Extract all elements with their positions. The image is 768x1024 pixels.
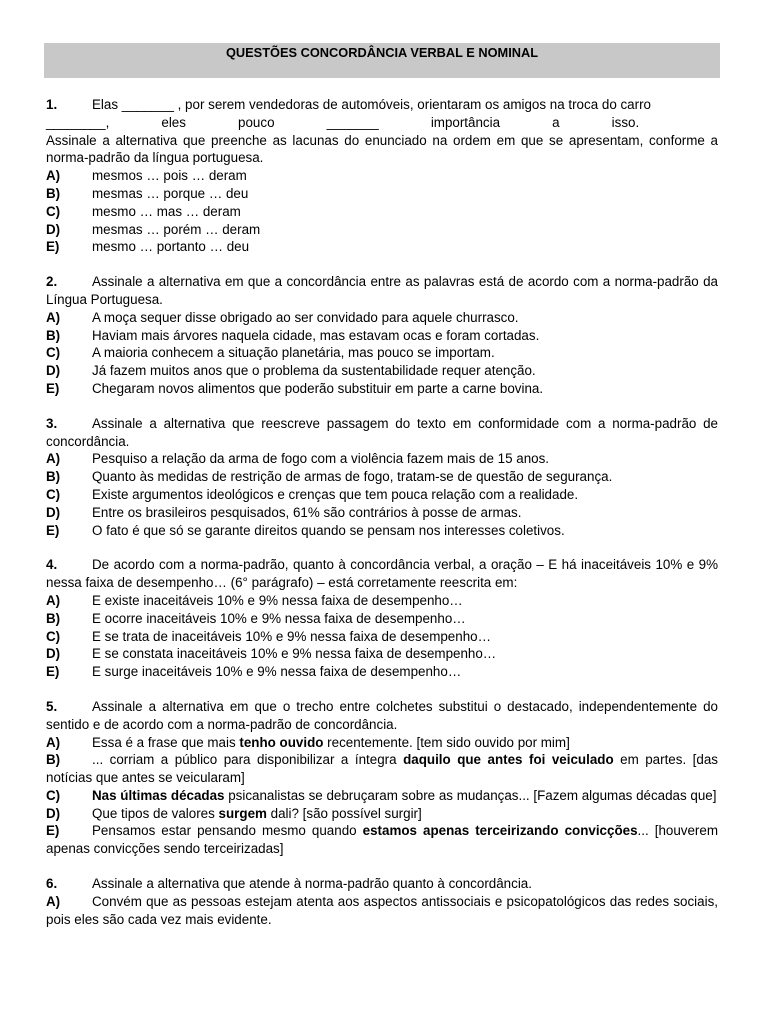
option-letter: E) bbox=[46, 664, 60, 680]
option-letter: A) bbox=[46, 451, 61, 467]
option-letter: E) bbox=[46, 522, 60, 538]
option-text: E ocorre inaceitáveis 10% e 9% nessa faixa de desempenho… bbox=[92, 610, 466, 626]
question-4-option-e[interactable] bbox=[46, 663, 718, 681]
option-text-post: em partes. [das notícias que antes se veicularam] bbox=[46, 752, 718, 786]
option-letter: D) bbox=[46, 221, 61, 237]
question-3 bbox=[46, 415, 718, 540]
option-letter: C) bbox=[46, 787, 61, 803]
option-letter: A) bbox=[46, 168, 61, 184]
question-5 bbox=[46, 698, 718, 858]
question-4-option-b[interactable] bbox=[46, 610, 718, 628]
option-text-highlight: estamos apenas terceirizando convicções bbox=[362, 823, 638, 839]
option-text-highlight: daquilo que antes foi veiculado bbox=[403, 752, 614, 768]
option-text-pre: Essa é a frase que mais bbox=[92, 734, 240, 750]
question-2-option-c[interactable] bbox=[46, 344, 718, 362]
option-letter: E) bbox=[46, 823, 60, 839]
question-2-stem-text: Assinale a alternativa em que a concordância entre as palavras está de acordo com a norma-padrão da Língua Portuguesa. bbox=[46, 274, 718, 307]
question-1-stem-part-3: Assinale a alternativa que preenche as lacunas do enunciado na ordem em que se apresentam, conforme a norma-padrão da língua portuguesa. bbox=[46, 132, 718, 166]
option-letter: B) bbox=[46, 185, 61, 201]
option-letter: E) bbox=[46, 380, 60, 396]
option-text-highlight: Nas últimas décadas bbox=[92, 787, 225, 803]
option-text: O fato é que só se garante direitos quando se pensam nos interesses coletivos. bbox=[92, 522, 565, 538]
question-6-number: 6. bbox=[46, 876, 58, 892]
option-text-post: recentemente. [tem sido ouvido por mim] bbox=[323, 734, 570, 750]
question-1-option-d[interactable] bbox=[46, 221, 718, 239]
option-text-post: dali? [são possível surgir] bbox=[266, 805, 422, 821]
question-5-option-b[interactable] bbox=[46, 751, 718, 787]
option-letter: A) bbox=[46, 592, 61, 608]
option-letter: D) bbox=[46, 646, 61, 662]
question-6-option-a[interactable] bbox=[46, 893, 718, 929]
option-letter: A) bbox=[46, 734, 61, 750]
option-text: Pesquiso a relação da arma de fogo com a violência fazem mais de 15 anos. bbox=[92, 451, 550, 467]
question-6-stem-text: Assinale a alternativa que atende à norma-padrão quanto à concordância. bbox=[92, 876, 532, 892]
question-3-option-e[interactable] bbox=[46, 522, 718, 540]
page-title: QUESTÕES CONCORDÂNCIA VERBAL E NOMINAL bbox=[44, 43, 720, 78]
option-text: Já fazem muitos anos que o problema da sustentabilidade requer atenção. bbox=[92, 363, 536, 379]
question-4-stem bbox=[46, 556, 718, 592]
option-letter: C) bbox=[46, 203, 61, 219]
option-letter: C) bbox=[46, 628, 61, 644]
question-3-option-b[interactable] bbox=[46, 468, 718, 486]
question-1-option-b[interactable] bbox=[46, 185, 718, 203]
question-2-number: 2. bbox=[46, 274, 58, 290]
option-text-highlight: tenho ouvido bbox=[239, 734, 324, 750]
option-letter: A) bbox=[46, 309, 61, 325]
question-1-number: 1. bbox=[46, 97, 58, 112]
question-6 bbox=[46, 875, 718, 928]
option-text: E existe inaceitáveis 10% e 9% nessa faixa de desempenho… bbox=[92, 592, 463, 608]
question-1 bbox=[46, 96, 718, 256]
question-3-option-d[interactable] bbox=[46, 504, 718, 522]
option-text-post: psicanalistas se debruçaram sobre as mudanças... [Fazem algumas décadas que] bbox=[224, 787, 717, 803]
question-4 bbox=[46, 556, 718, 681]
option-letter: D) bbox=[46, 805, 61, 821]
option-letter: D) bbox=[46, 363, 61, 379]
question-2-option-b[interactable] bbox=[46, 327, 718, 345]
question-3-option-a[interactable] bbox=[46, 450, 718, 468]
option-text: mesmas … porque … deu bbox=[92, 185, 249, 201]
option-text: Quanto às medidas de restrição de armas de fogo, tratam-se de questão de segurança. bbox=[92, 469, 613, 485]
question-3-stem bbox=[46, 415, 718, 451]
question-3-stem-text: Assinale a alternativa que reescreve passagem do texto em conformidade com a norma-padrão de concordância. bbox=[46, 415, 718, 449]
question-3-option-c[interactable] bbox=[46, 486, 718, 504]
question-4-option-a[interactable] bbox=[46, 592, 718, 610]
option-text-pre: ... corriam a público para disponibilizar a íntegra bbox=[92, 752, 404, 768]
question-6-stem bbox=[46, 875, 718, 893]
option-text-pre: Pensamos estar pensando mesmo quando bbox=[92, 823, 363, 839]
question-3-number: 3. bbox=[46, 415, 58, 431]
option-text-highlight: surgem bbox=[218, 805, 267, 821]
question-1-stem-part-1: Elas _______ , por serem vendedoras de automóveis, orientaram os amigos na troca do carro bbox=[92, 97, 651, 112]
option-text: Convém que as pessoas estejam atenta aos aspectos antissociais e psicopatológicos das redes sociais, pois eles são cada vez mais evidente. bbox=[46, 893, 718, 927]
question-5-option-a[interactable] bbox=[46, 734, 718, 752]
option-text-pre: Que tipos de valores bbox=[92, 805, 219, 821]
question-1-option-e[interactable] bbox=[46, 238, 718, 256]
question-1-option-c[interactable] bbox=[46, 203, 718, 221]
option-letter: B) bbox=[46, 327, 61, 343]
question-5-option-e[interactable] bbox=[46, 822, 718, 858]
option-text-post: ... [houverem apenas convicções sendo terceirizadas] bbox=[46, 823, 718, 857]
option-text: A maioria conhecem a situação planetária, mas pouco se importam. bbox=[92, 345, 495, 361]
question-5-number: 5. bbox=[46, 698, 58, 714]
option-letter: A) bbox=[46, 893, 61, 909]
option-text: E se constata inaceitáveis 10% e 9% nessa faixa de desempenho… bbox=[92, 646, 497, 662]
question-1-stem-part-2: ________, eles pouco _______ importância a isso. bbox=[46, 114, 640, 130]
option-letter: E) bbox=[46, 239, 60, 255]
question-4-stem-text: De acordo com a norma-padrão, quanto à concordância verbal, a oração – E há inaceitáveis 10% e 9% nessa faixa de desempenho… (6° parágrafo) – está corretamente reescrita em: bbox=[46, 557, 718, 591]
question-1-option-a[interactable] bbox=[46, 167, 718, 185]
question-4-option-d[interactable] bbox=[46, 645, 718, 663]
option-letter: B) bbox=[46, 469, 61, 485]
questions-list bbox=[46, 96, 718, 945]
question-1-line-1 bbox=[46, 96, 718, 114]
option-letter: C) bbox=[46, 345, 61, 361]
option-text: Existe argumentos ideológicos e crenças que tem pouca relação com a realidade. bbox=[92, 486, 579, 502]
question-4-number: 4. bbox=[46, 557, 58, 573]
question-2-option-e[interactable] bbox=[46, 380, 718, 398]
question-5-option-c[interactable] bbox=[46, 787, 718, 805]
question-2-stem bbox=[46, 273, 718, 309]
option-text: mesmo … portanto … deu bbox=[92, 239, 250, 255]
question-5-option-d[interactable] bbox=[46, 805, 718, 823]
option-text: mesmos … pois … deram bbox=[92, 168, 247, 184]
question-5-stem bbox=[46, 698, 718, 734]
option-letter: C) bbox=[46, 486, 61, 502]
option-text: mesmas … porém … deram bbox=[92, 221, 261, 237]
option-letter: B) bbox=[46, 610, 61, 626]
question-2 bbox=[46, 273, 718, 398]
question-2-option-d[interactable] bbox=[46, 362, 718, 380]
question-2-option-a[interactable] bbox=[46, 309, 718, 327]
option-letter: D) bbox=[46, 504, 61, 520]
option-text: mesmo … mas … deram bbox=[92, 203, 241, 219]
option-text: Haviam mais árvores naquela cidade, mas estavam ocas e foram cortadas. bbox=[92, 327, 540, 343]
question-4-option-c[interactable] bbox=[46, 628, 718, 646]
option-text: E se trata de inaceitáveis 10% e 9% nessa faixa de desempenho… bbox=[92, 628, 491, 644]
option-text: A moça sequer disse obrigado ao ser convidado para aquele churrasco. bbox=[92, 309, 519, 325]
question-5-stem-text: Assinale a alternativa em que o trecho entre colchetes substitui o destacado, independentemente do sentido e de acordo com a norma-padrão de concordância. bbox=[46, 698, 718, 732]
option-text: Entre os brasileiros pesquisados, 61% são contrários à posse de armas. bbox=[92, 504, 522, 520]
option-text: E surge inaceitáveis 10% e 9% nessa faixa de desempenho… bbox=[92, 664, 462, 680]
option-text: Chegaram novos alimentos que poderão substituir em parte a carne bovina. bbox=[92, 380, 544, 396]
option-letter: B) bbox=[46, 752, 61, 768]
